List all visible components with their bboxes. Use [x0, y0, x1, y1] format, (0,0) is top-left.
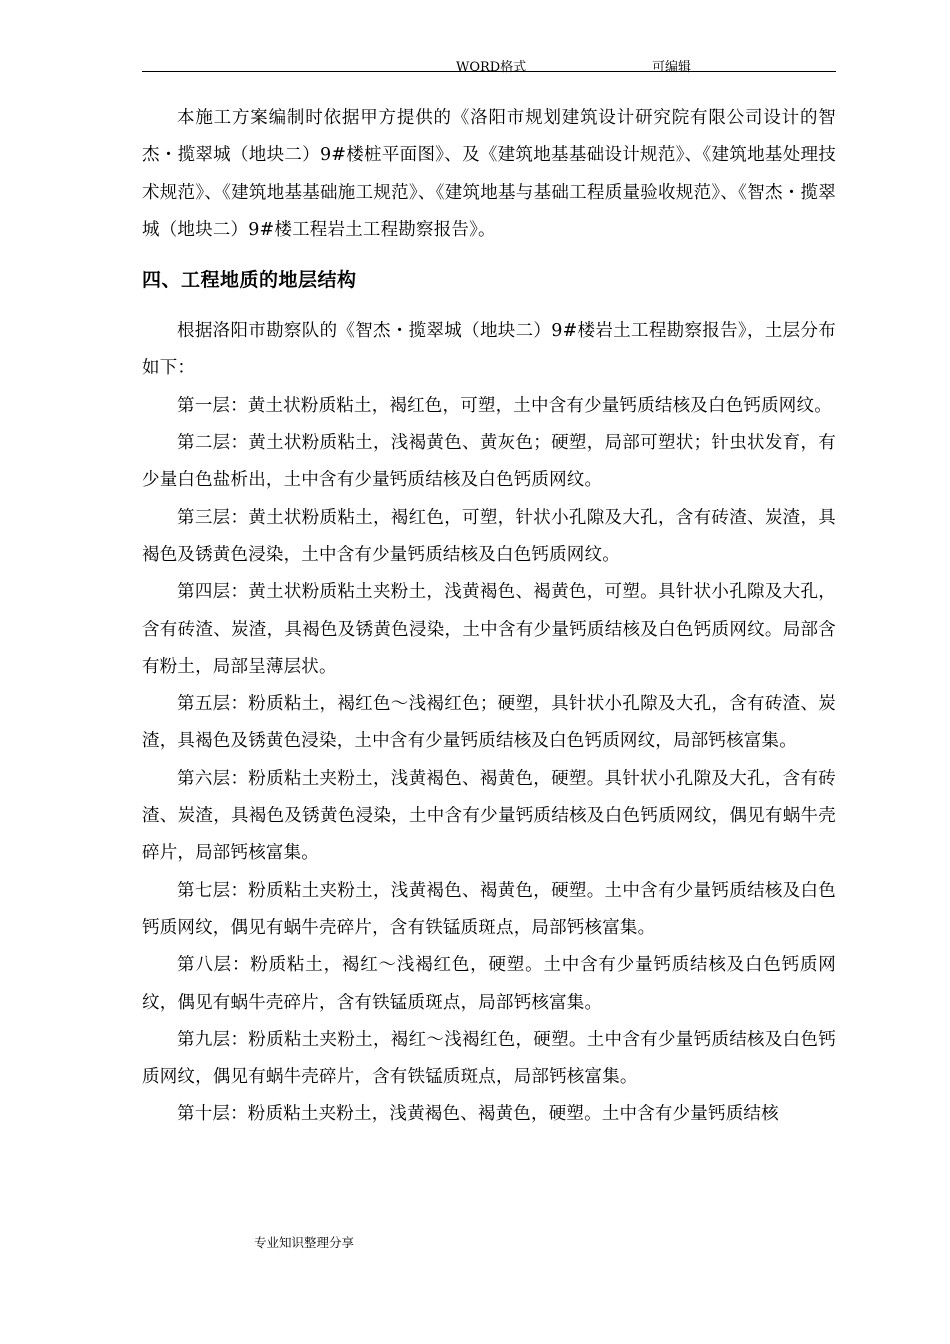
layer-paragraph: 第二层：黄土状粉质粘土，浅褐黄色、黄灰色；硬塑，局部可塑状；针虫状发育，有少量白色盐析出，土中含有少量钙质结核及白色钙质网纹。 [142, 433, 836, 491]
intro-paragraph: 本施工方案编制时依据甲方提供的《洛阳市规划建筑设计研究院有限公司设计的智杰・揽翠城（地块二）9#楼桩平面图》、及《建筑地基基础设计规范》、《建筑地基处理技术规范》、《建筑地基基础施工规范》、《建筑地基与基础工程质量验收规范》、《智杰・揽翠城（地块二）9#楼工程岩土工程勘察报告》。 [142, 108, 836, 240]
page-footer: 专业知识整理分享 [254, 1235, 355, 1250]
header-divider [142, 71, 836, 72]
document-body [142, 100, 836, 1134]
section-lead-paragraph: 根据洛阳市勘察队的《智杰・揽翠城（地块二）9#楼岩土工程勘察报告》，土层分布如下： [142, 321, 836, 379]
page-header [142, 54, 836, 75]
layer-paragraph: 第四层：黄土状粉质粘土夹粉土，浅黄褐色、褐黄色，可塑。具针状小孔隙及大孔，含有砖渣、炭渣，具褐色及锈黄色浸染，土中含有少量钙质结核及白色钙质网纹。局部含有粉土，局部呈薄层状。 [142, 582, 836, 677]
layer-paragraph: 第七层：粉质粘土夹粉土，浅黄褐色、褐黄色，硬塑。土中含有少量钙质结核及白色钙质网纹，偶见有蜗牛壳碎片，含有铁锰质斑点，局部钙核富集。 [142, 880, 836, 938]
layer-paragraph: 第九层：粉质粘土夹粉土，褐红～浅褐红色，硬塑。土中含有少量钙质结核及白色钙质网纹，偶见有蜗牛壳碎片，含有铁锰质斑点，局部钙核富集。 [142, 1029, 836, 1088]
layer-paragraph: 第十层：粉质粘土夹粉土，浅黄褐色、褐黄色，硬塑。土中含有少量钙质结核 [177, 1104, 779, 1125]
layer-paragraph: 第八层：粉质粘土，褐红～浅褐红色，硬塑。土中含有少量钙质结核及白色钙质网纹，偶见有蜗牛壳碎片，含有铁锰质斑点，局部钙核富集。 [142, 955, 836, 1013]
section-heading: 四、工程地质的地层结构 [142, 269, 357, 292]
layer-paragraph: 第一层：黄土状粉质粘土，褐红色，可塑，土中含有少量钙质结核及白色钙质网纹。 [177, 395, 832, 416]
layer-paragraph: 第三层：黄土状粉质粘土，褐红色，可塑，针状小孔隙及大孔，含有砖渣、炭渣，具褐色及锈黄色浸染，土中含有少量钙质结核及白色钙质网纹。 [142, 507, 836, 565]
header-format-label: WORD格式 [456, 60, 527, 75]
header-editable-label: 可编辑 [652, 60, 692, 75]
layer-paragraph: 第五层：粉质粘土，褐红色～浅褐红色；硬塑，具针状小孔隙及大孔，含有砖渣、炭渣，具褐色及锈黄色浸染，土中含有少量钙质结核及白色钙质网纹，局部钙核富集。 [142, 694, 836, 752]
layer-paragraph: 第六层：粉质粘土夹粉土，浅黄褐色、褐黄色，硬塑。具针状小孔隙及大孔，含有砖渣、炭渣，具褐色及锈黄色浸染，土中含有少量钙质结核及白色钙质网纹，偶见有蜗牛壳碎片，局部钙核富集。 [142, 768, 836, 864]
